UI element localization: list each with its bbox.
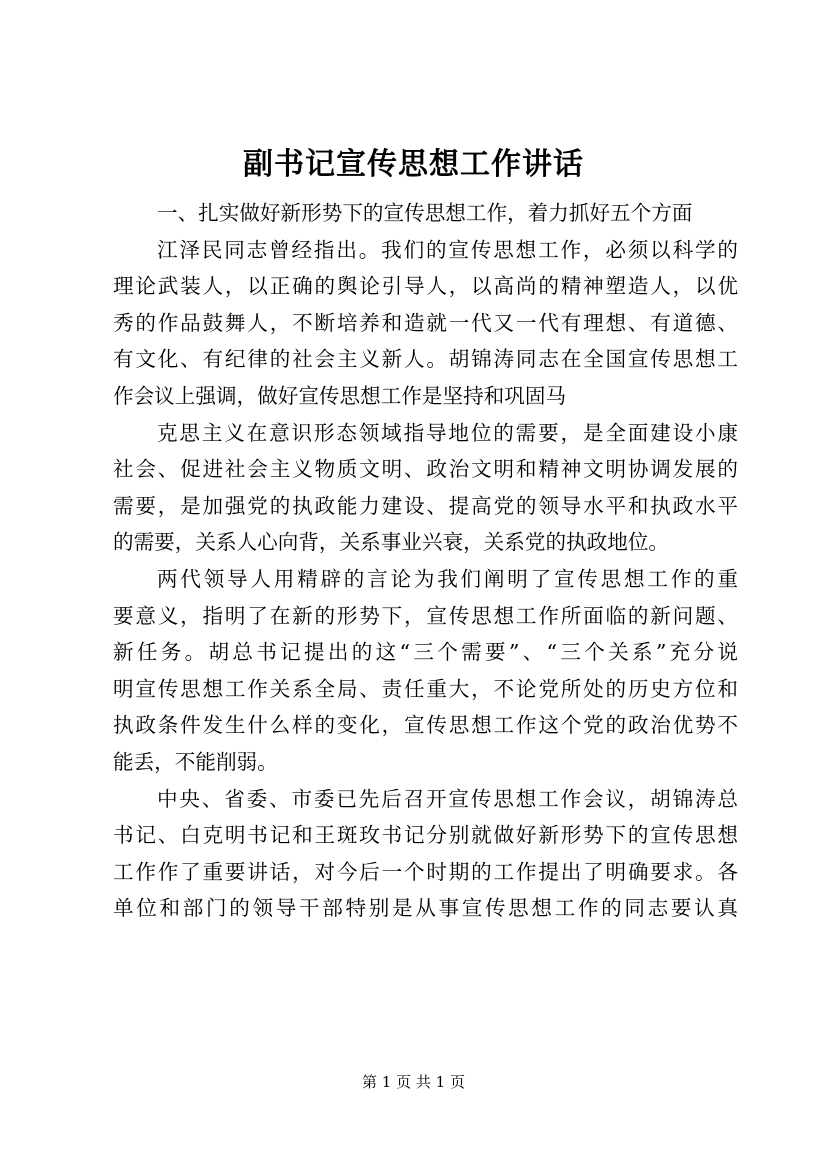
body-line: 社会、促进社会主义物质文明、政治文明和精神文明协调发展的 — [113, 457, 738, 482]
body-line: 理论武装人，以正确的舆论引导人，以高尚的精神塑造人，以优 — [113, 274, 738, 299]
page-footer: 第 1 页 共 1 页 — [362, 1073, 465, 1091]
document-body — [113, 195, 738, 927]
body-line: 工作作了重要讲话，对今后一个时期的工作提出了明确要求。各 — [113, 859, 738, 884]
body-line: 明宣传思想工作关系全局、责任重大，不论党所处的历史方位和 — [113, 676, 738, 701]
body-line: 要意义，指明了在新的形势下，宣传思想工作所面临的新问题、 — [113, 603, 738, 628]
body-line: 一、扎实做好新形势下的宣传思想工作，着力抓好五个方面 — [157, 201, 693, 225]
body-line: 能丢，不能削弱。 — [113, 749, 278, 774]
body-line: 新任务。胡总书记提出的这“三个需要”、“三个关系”充分说 — [113, 640, 738, 665]
body-line: 江泽民同志曾经指出。我们的宣传思想工作，必须以科学的 — [157, 237, 738, 262]
body-line: 书记、白克明书记和王斑玫书记分别就做好新形势下的宣传思想 — [113, 823, 738, 848]
body-line: 单位和部门的领导干部特别是从事宣传思想工作的同志要认真 — [113, 896, 738, 921]
body-line: 需要，是加强党的执政能力建设、提高党的领导水平和执政水平 — [113, 493, 738, 518]
body-line: 中央、省委、市委已先后召开宣传思想工作会议，胡锦涛总 — [157, 786, 738, 811]
body-line: 作会议上强调，做好宣传思想工作是坚持和巩固马 — [113, 383, 567, 408]
body-line: 执政条件发生什么样的变化，宣传思想工作这个党的政治优势不 — [113, 713, 738, 738]
body-line: 秀的作品鼓舞人，不断培养和造就一代又一代有理想、有道德、 — [113, 310, 738, 335]
body-line: 两代领导人用精辟的言论为我们阐明了宣传思想工作的重 — [157, 566, 738, 591]
document-title: 副书记宣传思想工作讲话 — [243, 147, 584, 182]
body-line: 的需要，关系人心向背，关系事业兴衰，关系党的执政地位。 — [113, 530, 670, 555]
body-line: 克思主义在意识形态领域指导地位的需要，是全面建设小康 — [157, 420, 738, 445]
body-line: 有文化、有纪律的社会主义新人。胡锦涛同志在全国宣传思想工 — [113, 347, 738, 372]
